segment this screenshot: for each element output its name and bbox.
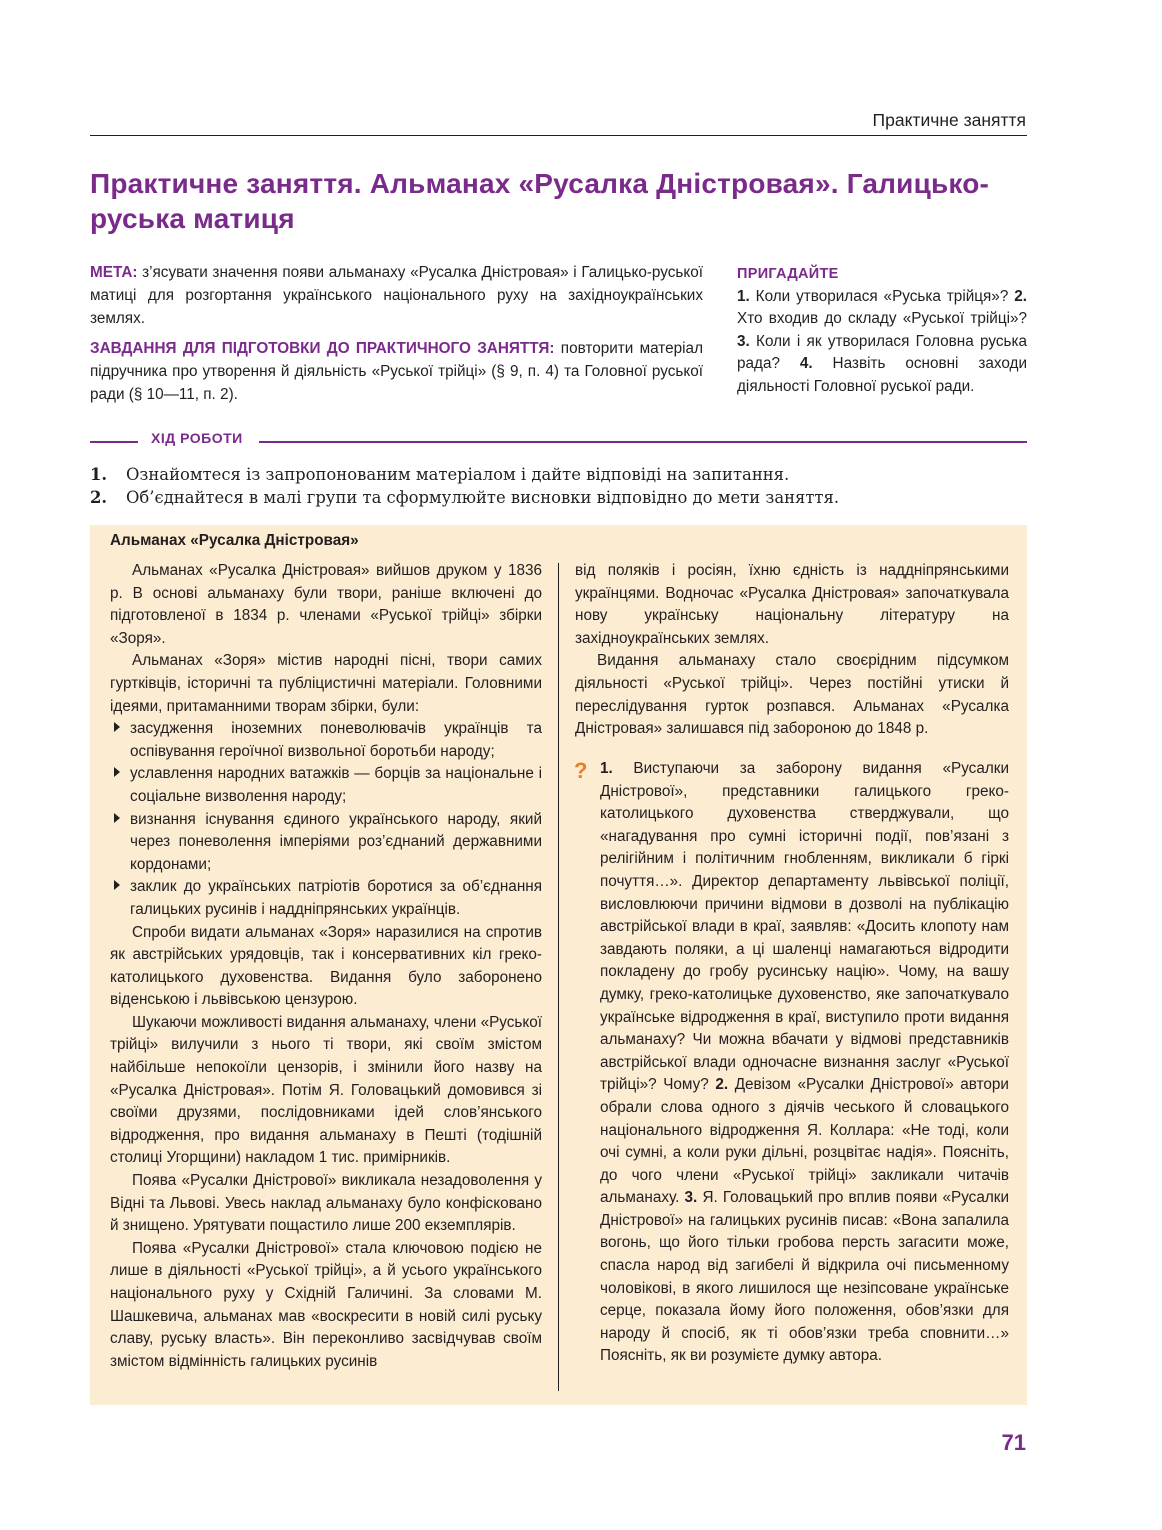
- tasks-text: повторити матеріал підручника про утворення й діяльність «Руської трійці» (§ 9, п. 4) та Головної руської ради (§ 10—11, п. 2).: [90, 340, 703, 403]
- source-paragraph: Поява «Русалки Дністрової» викликала незадоволення у Відні та Львові. Увесь наклад альманаху було конфісковано й знищено. Урятувати пощастило лише 200 екземплярів.: [110, 1172, 542, 1235]
- bullet-arrow-icon: [110, 763, 130, 808]
- recall-q1: Коли утворилася «Руська трійця»?: [749, 287, 1015, 305]
- tasks-paragraph: [90, 337, 703, 406]
- source-paragraph: Видання альманаху стало своєрідним підсумком діяльності «Руської трійці». Через постійні утиски й переслідування гурток розпався. Альманах «Русалка Дністровая» залишався під забороною до 1848 р.: [575, 652, 1009, 738]
- question-2-num: 2.: [715, 1076, 729, 1094]
- procedure-heading: ХІД РОБОТИ: [151, 430, 243, 446]
- page-title: Практичне заняття. Альманах «Русалка Дністровая». Галицько-руська матиця: [90, 168, 990, 234]
- recall-q4: Назвіть основні заходи діяльності Головної руської ради.: [737, 355, 1027, 395]
- source-title: Альманах «Русалка Дністровая»: [110, 532, 359, 549]
- question-3-num: 3.: [684, 1189, 698, 1207]
- bullet-arrow-icon: [110, 876, 130, 921]
- source-paragraph: Альманах «Русалка Дністровая» вийшов друком у 1836 р. В основі альманаху були твори, раніше включені до підготовленої в 1834 р. членами «Руської трійці» збірки «Зоря».: [110, 562, 542, 647]
- bullet-arrow-icon: [110, 809, 130, 877]
- source-paragraph: Спроби видати альманах «Зоря» наразилися на спротив як австрійських урядовців, так і консервативних кіл греко-католицького духовенства. Видання було заборонено віденською і львівською цензурою.: [110, 923, 542, 1009]
- question-3: Я. Головацький про вплив появи «Русалки Дністрової» на галицьких русинів писав: «Вона запалила вогонь, що його тільки гробова персть загасити може, спасла народ від загибелі й відкрила очі письменному чоловікові, в якого лишилося ще незіпсоване українське серце, показала йому його положення, обов’язки для народу й спосіб, як ті обов’язки треба сповнити…» Поясніть, як ви розумієте думку автора.: [600, 1189, 1009, 1365]
- bullet-item: [110, 809, 542, 877]
- source-paragraph: Альманах «Зоря» містив народні пісні, твори самих гуртківців, історичні та публіцистичні матеріали. Головними ідеями, притаманними творам збірки, були:: [110, 652, 542, 715]
- bullet-item: [110, 876, 542, 921]
- question-1: Виступаючи за заборону видання «Русалки Дністрової», представники галицького греко-католицького духовенства стверджували, що «нагадування про сумні історичні події, пов’язані з релігійним і політичним гнобленням, викликали б гіркі почуття…». Директор департаменту львівської поліції, висловлюючи причини відмови в дозволі на публікацію австрійської влади в краї, заявляв: «Досить клопоту нам завдають поляки, а ці шаленці намагаються відродити покладену до гробу русинську націю». Чому, на вашу думку, греко-католицьке духовенство, яке започаткувало українське відродження в краї, виступило проти видання альманаху? Чи можна вбачати у відмові представників австрійської влади одночасне визнання заслуг «Руської трійці»? Чому?: [600, 760, 1009, 1094]
- goal-label: МЕТА:: [90, 264, 138, 281]
- step-text: Об’єднайтеся в малі групи та сформулюйте висновки відповідно до мети заняття.: [126, 488, 840, 507]
- goal-paragraph: [90, 261, 703, 330]
- recall-title: ПРИГАДАЙТЕ: [737, 266, 839, 282]
- goal-text: з’ясувати значення появи альманаху «Русалка Дністровая» і Галицько-руської матиці для розгортання українського національного руху на західноукраїнських землях.: [90, 264, 703, 327]
- procedure-rule-left: [90, 441, 138, 443]
- source-column-left: [110, 560, 542, 1373]
- recall-q3: Коли і як утворилася Головна руська рада?: [737, 332, 1027, 372]
- bullet-text: визнання існування єдиного українського народу, який через поневолення імперіями роз’єднаний державними кордонами;: [130, 810, 542, 873]
- source-paragraph: від поляків і росіян, їхню єдність із наддніпрянськими українцями. Водночас «Русалка Дністровая» започаткувала нову українську національну літературу на західноукраїнських землях.: [575, 562, 1009, 647]
- recall-q2-num: 2.: [1014, 287, 1027, 305]
- tasks-label: ЗАВДАННЯ ДЛЯ ПІДГОТОВКИ ДО ПРАКТИЧНОГО ЗАНЯТТЯ:: [90, 340, 555, 357]
- steps-list: [90, 463, 1030, 509]
- question-1-num: 1.: [600, 760, 613, 777]
- recall-q1-num: 1.: [737, 287, 750, 305]
- question-2: Девізом «Русалки Дністрової» автори обрали слова одного з діячів чеського й словацького національного відродження Я. Коллара: «Не тоді, коли очі сумні, а коли руки дільні, розцвітає надія». Поясніть, до чого члени «Руської трійці» закликали читачів альманаху.: [600, 1076, 1009, 1207]
- bullet-text: заклик до українських патріотів боротися за об’єднання галицьких русинів і наддніпрянських українців.: [130, 878, 542, 918]
- running-header: Практичне заняття: [872, 110, 1026, 130]
- question-icon: ?: [574, 758, 588, 783]
- header-rule: [90, 135, 1027, 136]
- bullet-text: уславлення народних ватажків — борців за національне і соціальне визволення народу;: [130, 765, 542, 805]
- column-divider: [558, 563, 559, 1391]
- step-item: [90, 486, 1030, 509]
- source-paragraph: Поява «Русалки Дністрової» стала ключовою подією не лише в діяльності «Руської трійці», а й усього українського національного руху у Східній Галичині. За словами М. Шашкевича, альманах мав «воскресити в новій силі руську славу, руську власть». Він переконливо засвідчував своїм змістом відмінність галицьких русинів: [110, 1239, 542, 1370]
- recall-box: [737, 263, 1027, 398]
- bullet-arrow-icon: [110, 718, 130, 763]
- step-text: Ознайомтеся із запропонованим матеріалом і дайте відповіді на запитання.: [126, 465, 790, 484]
- step-number: 2.: [90, 488, 108, 507]
- bullet-item: [110, 718, 542, 763]
- page-number: 71: [1001, 1430, 1026, 1455]
- bullet-text: засудження іноземних поневолювачів українців та оспівування героїчної визвольної боротьби народу;: [130, 720, 542, 760]
- recall-questions: [737, 286, 1027, 399]
- procedure-rule-right: [259, 441, 1027, 443]
- recall-q2: Хто входив до складу «Руської трійці»?: [737, 310, 1027, 327]
- step-item: [90, 463, 1030, 486]
- recall-q4-num: 4.: [799, 355, 813, 372]
- questions-text: [600, 758, 1009, 1368]
- step-number: 1.: [90, 465, 108, 484]
- source-paragraph: Шукаючи можливості видання альманаху, члени «Руської трійці» вилучили з нього ті твори, які своїм змістом найбільше непокоїли цензорів, і змінили його назву на «Русалка Дністровая». Потім Я. Головацький домовився зі своїми друзями, послідовниками ідей слов’янського відродження, про видання альманаху в Пешті (тодішній столиці Угорщини) накладом 1 тис. примірників.: [110, 1013, 542, 1167]
- questions-block: [575, 758, 1009, 1368]
- bullet-item: [110, 763, 542, 808]
- source-column-right: [575, 560, 1009, 741]
- recall-q3-num: 3.: [737, 332, 750, 350]
